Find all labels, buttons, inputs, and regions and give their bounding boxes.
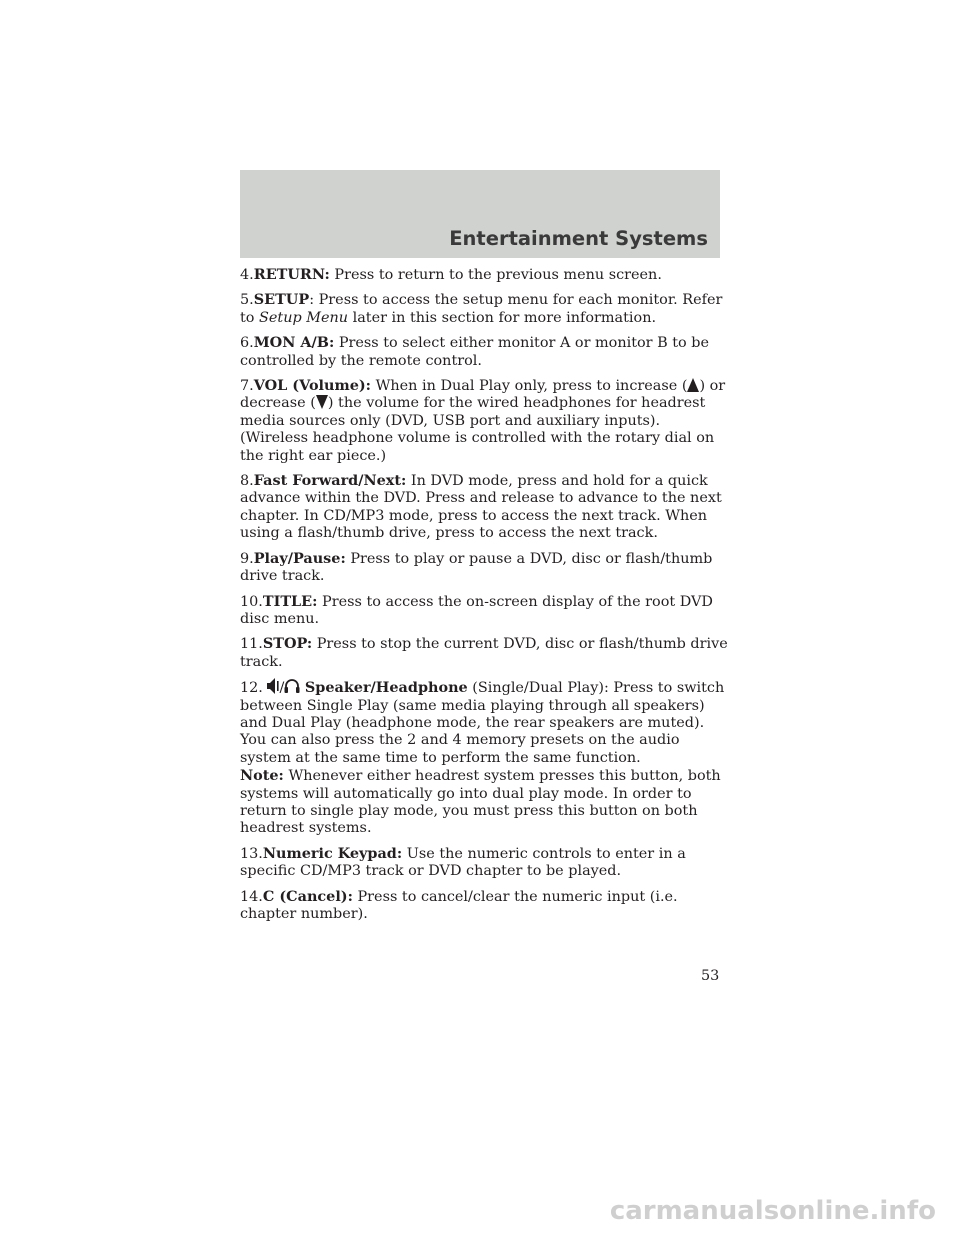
section-header-band <box>240 170 720 258</box>
item-number: 12. <box>240 680 263 697</box>
icon-separator: / <box>279 680 285 697</box>
item-label: STOP: <box>262 635 313 653</box>
list-item-title <box>240 593 730 629</box>
item-text: later in this section for more information. <box>348 309 657 326</box>
item-label: Speaker/Headphone <box>304 679 468 697</box>
list-item-numeric-keypad <box>240 845 730 881</box>
list-item-volume <box>240 377 730 465</box>
list-item-setup <box>240 291 730 327</box>
list-item-mon-ab <box>240 334 730 370</box>
setup-menu-reference: Setup Menu <box>259 309 349 326</box>
list-item-return <box>240 266 730 284</box>
item-label: SETUP <box>253 291 310 309</box>
item-label: Fast Forward/Next: <box>253 472 407 490</box>
item-text: Press to stop the current DVD, disc or flash/thumb drive track. <box>240 636 728 670</box>
item-label: VOL (Volume): <box>253 377 371 395</box>
item-number: 9. <box>240 550 254 567</box>
list-item-speaker-headphone <box>240 678 730 767</box>
page-content <box>240 266 730 930</box>
item-number: 14. <box>240 888 263 905</box>
item-number: 11. <box>240 636 263 653</box>
item-text: (Single/Dual Play): Press to switch between Single Play (same media playing through all speakers) and Dual Play (headphone mode, the rear speakers are muted). You can also press the 2 and 4 memory presets on the audio system at the same time to perform the same function. <box>240 680 725 766</box>
list-item-stop <box>240 635 730 671</box>
item-text: ) or decrease ( <box>240 378 726 412</box>
list-item-cancel <box>240 888 730 924</box>
item-label: TITLE: <box>262 592 318 610</box>
item-label: Numeric Keypad: <box>262 844 403 862</box>
note-paragraph <box>240 767 730 838</box>
item-number: 7. <box>240 378 254 395</box>
item-label: MON A/B: <box>253 334 335 352</box>
page-number: 53 <box>701 968 720 984</box>
list-item-fast-forward <box>240 472 730 543</box>
item-text: : Press to access the setup menu for each monitor. Refer to <box>240 292 723 326</box>
list-item-play-pause <box>240 550 730 586</box>
item-number: 4. <box>240 267 254 283</box>
item-label: C (Cancel): <box>262 887 353 905</box>
item-label: Play/Pause: <box>253 549 346 567</box>
item-text: Press to return to the previous menu screen. <box>329 267 662 283</box>
headphone-icon <box>284 678 300 694</box>
item-text: Press to cancel/clear the numeric input (i.e. chapter number). <box>240 888 678 922</box>
item-text: ) the volume for the wired headphones for headrest media sources only (DVD, USB port and auxiliary inputs). (Wireless headphone volume is controlled with the rotary dial on the right ear piece.) <box>240 395 715 464</box>
note-label: Note: <box>240 767 284 785</box>
item-text: When in Dual Play only, press to increase ( <box>371 378 688 395</box>
item-number: 8. <box>240 473 254 490</box>
item-text: In DVD mode, press and hold for a quick advance within the DVD. Press and release to advance to the next chapter. In CD/MP3 mode, press to access the next track. When using a flash/thumb drive, press to access the next track. <box>240 473 722 542</box>
item-text: Press to access the on-screen display of the root DVD disc menu. <box>240 593 713 627</box>
item-text: Press to play or pause a DVD, disc or flash/thumb drive track. <box>240 550 713 585</box>
item-number: 13. <box>240 845 263 862</box>
item-label: RETURN: <box>253 266 330 283</box>
item-number: 6. <box>240 335 254 352</box>
item-text: Use the numeric controls to enter in a specific CD/MP3 track or DVD chapter to be played. <box>240 845 686 880</box>
item-number: 10. <box>240 593 263 610</box>
item-number: 5. <box>240 292 254 309</box>
speaker-icon <box>267 678 279 694</box>
note-text: Whenever either headrest system presses this button, both systems will automatically go into dual play mode. In order to return to single play mode, you must press this button on both headrest systems. <box>240 768 721 837</box>
watermark: carmanualsonline.info <box>609 1196 936 1226</box>
volume-down-triangle-icon <box>316 395 328 409</box>
section-title: Entertainment Systems <box>449 227 708 250</box>
item-text: Press to select either monitor A or monitor B to be controlled by the remote control. <box>240 335 710 369</box>
volume-up-triangle-icon <box>687 378 699 392</box>
